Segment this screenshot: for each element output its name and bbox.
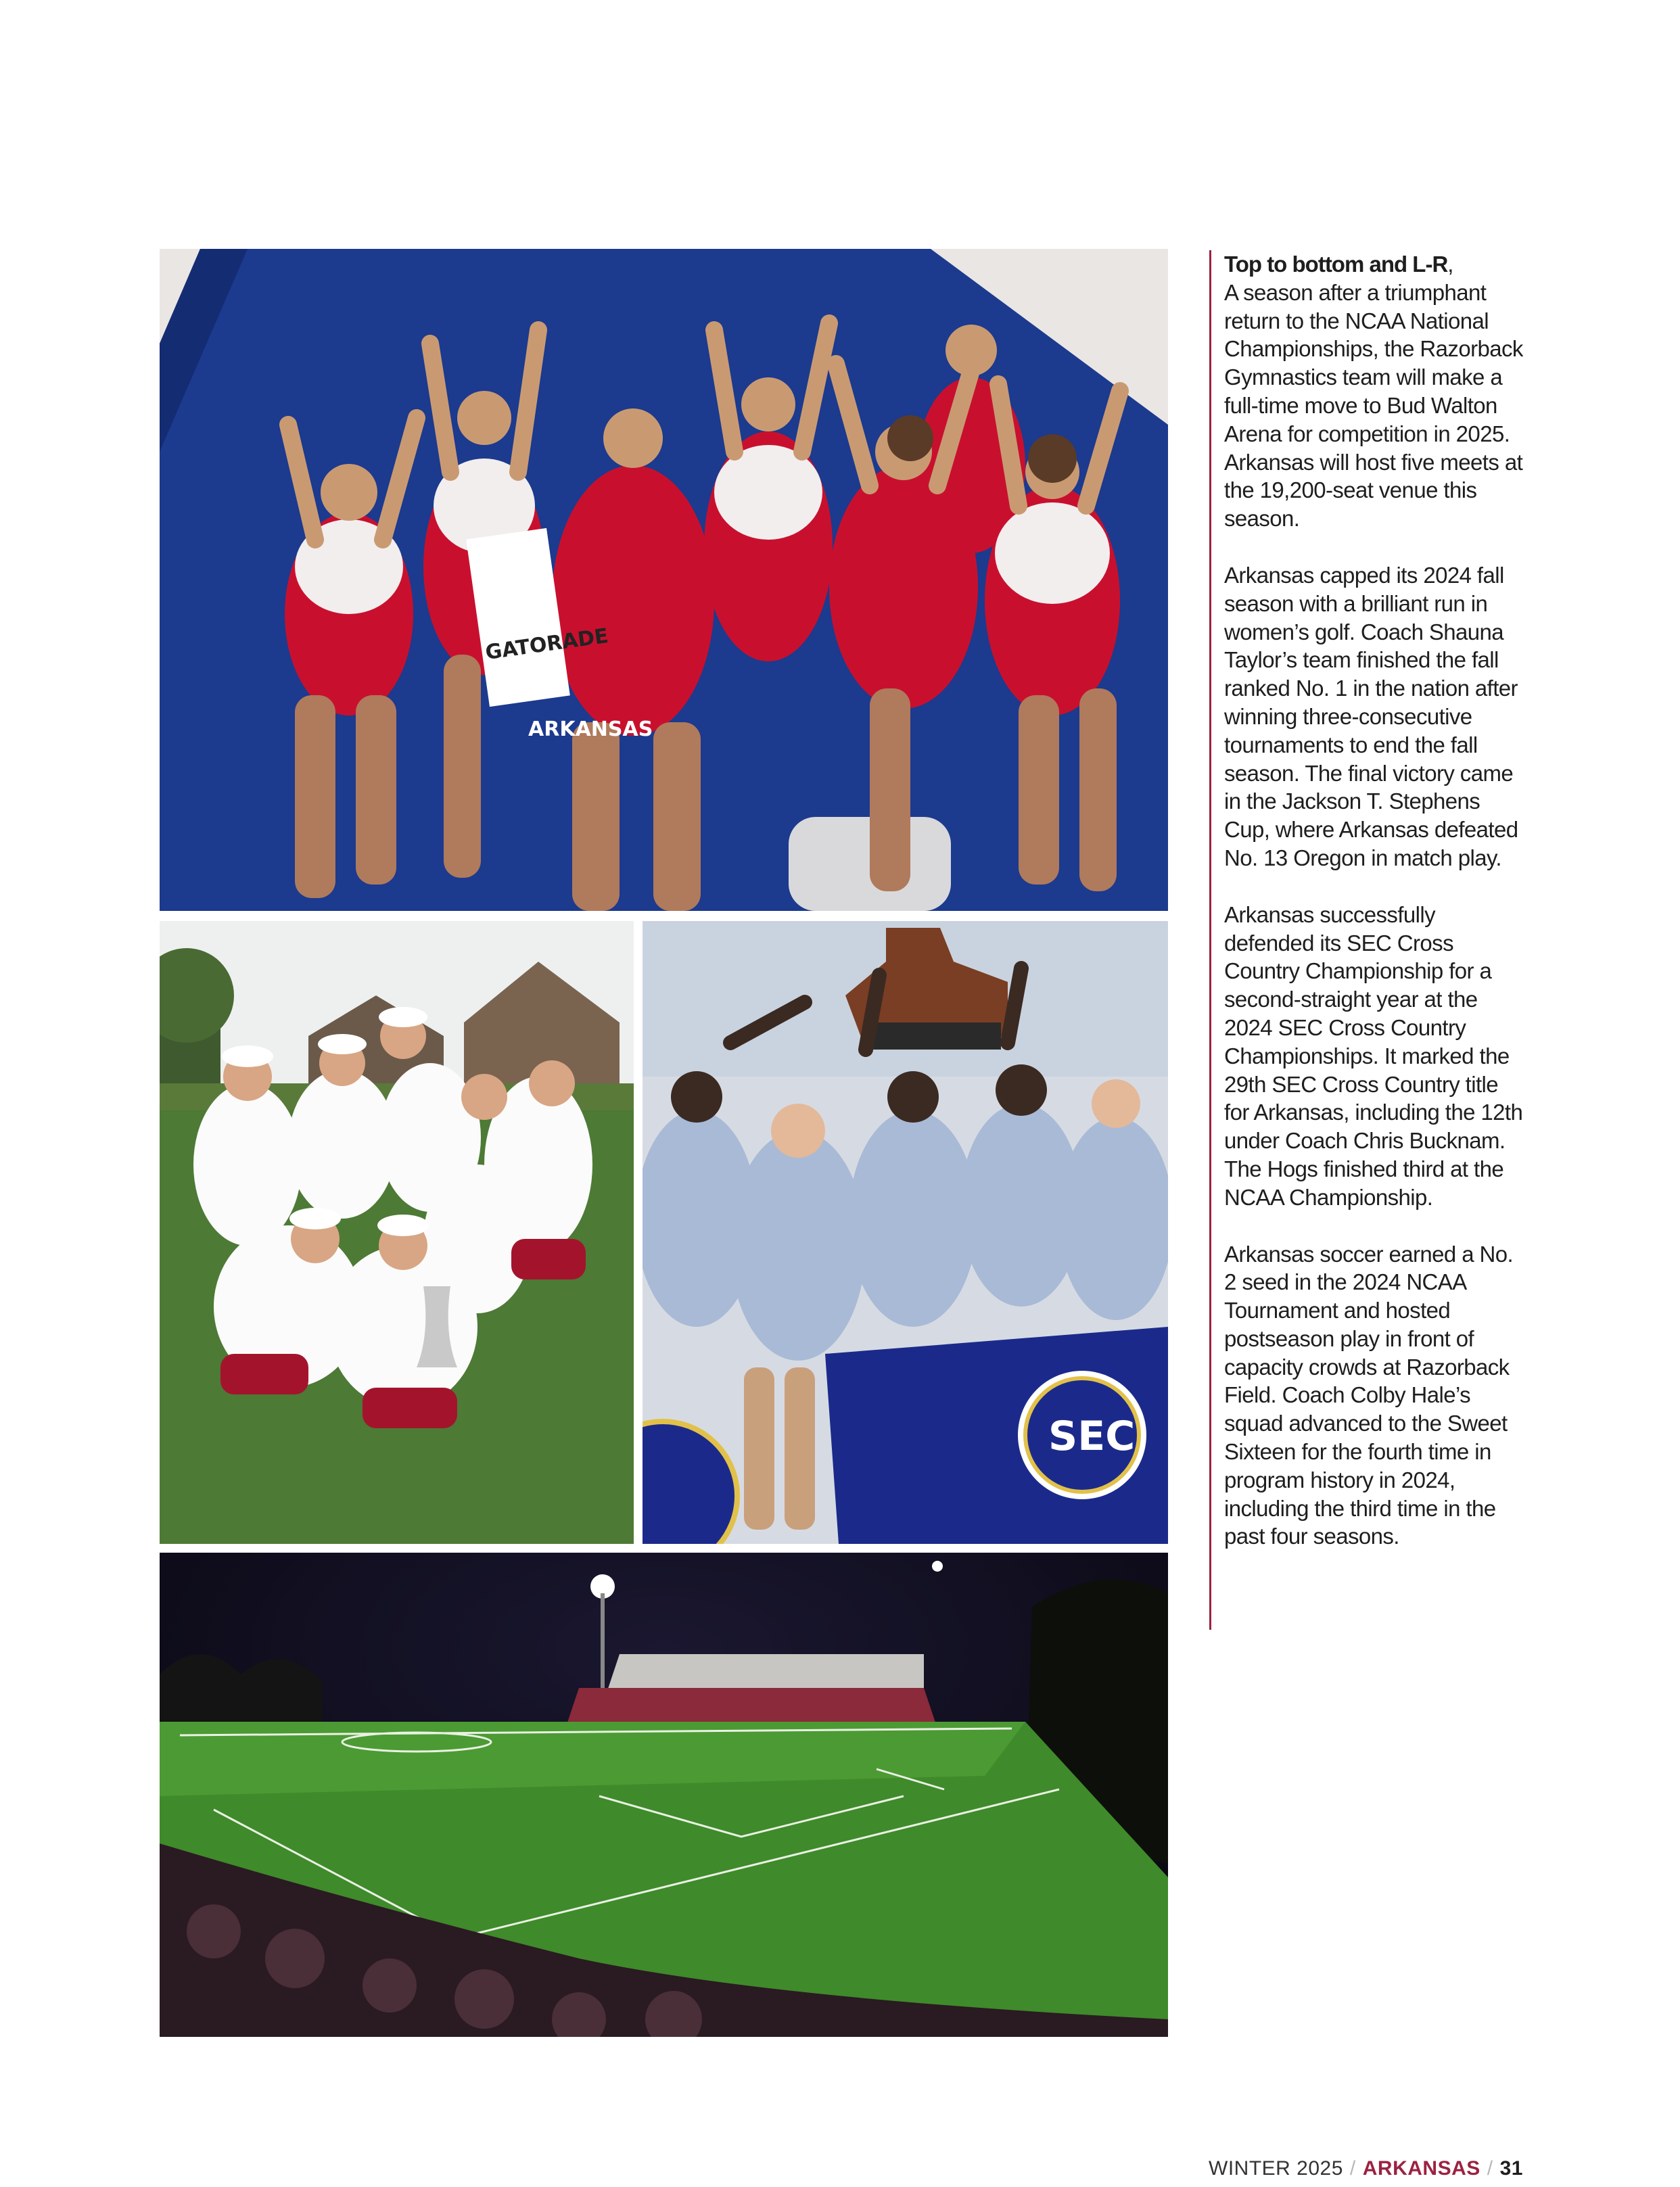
- gymnastics-photo: [160, 249, 1168, 911]
- jersey-text: ARKANSAS: [528, 718, 653, 741]
- footer-season: WINTER 2025: [1209, 2157, 1343, 2180]
- caption-soccer: Arkansas soccer earned a No. 2 seed in the 2024 NCAA Tournament and hosted postseason play in front of capacity crowds at Razorback Field. Coach Colby Hale’s squad advanced to the Sweet Sixteen for the fourth time in program history in 2024, including the third time in the past four seasons.: [1224, 1241, 1514, 1549]
- footer-brand: ARKANSAS: [1362, 2157, 1480, 2180]
- caption-lead-punct: ,: [1447, 252, 1453, 277]
- footer-separator-2: /: [1487, 2157, 1493, 2180]
- sec-logo-text: SEC: [1048, 1413, 1136, 1460]
- page-number: 31: [1499, 2157, 1523, 2180]
- towel-text: GATORADE: [484, 624, 610, 665]
- caption-gymnastics-text: A season after a triumphant return to the NCAA National Championships, the Razorback Gymnastics team will make a full-time move to Bud Walton Arena for competition in 2025. Arkansas will host five meets at the 19,200-seat venue this season.: [1224, 279, 1523, 532]
- soccer-stadium-photo: [160, 1553, 1168, 2037]
- caption-lead: Top to bottom and L-R: [1224, 252, 1448, 277]
- golf-illustration: [160, 921, 634, 1544]
- caption-gymnastics: [1224, 250, 1527, 533]
- caption-sidebar: [1209, 250, 1527, 1630]
- caption-cross-country: Arkansas successfully defended its SEC Cross Country Championship for a second-straight year at the 2024 SEC Cross Country Championships. It marked the 29th SEC Cross Country title for Arkansas, including the 12th under Coach Chris Bucknam. The Hogs finished third at the NCAA Championship.: [1224, 901, 1523, 1210]
- golf-team-photo: [160, 921, 634, 1544]
- cross-country-photo: [643, 921, 1168, 1544]
- footer-separator: /: [1349, 2157, 1356, 2180]
- cross-country-illustration: [643, 921, 1168, 1544]
- caption-golf: Arkansas capped its 2024 fall season with a brilliant run in women’s golf. Coach Shauna Taylor’s team finished the fall ranked No. 1 in the nation after winning three-consecutive tournaments to end the fall season. The final victory came in the Jackson T. Stephens Cup, where Arkansas defeated No. 13 Oregon in match play.: [1224, 562, 1518, 870]
- page-footer: [1209, 2157, 1523, 2180]
- gymnastics-illustration: [160, 249, 1168, 911]
- soccer-illustration: [160, 1553, 1168, 2037]
